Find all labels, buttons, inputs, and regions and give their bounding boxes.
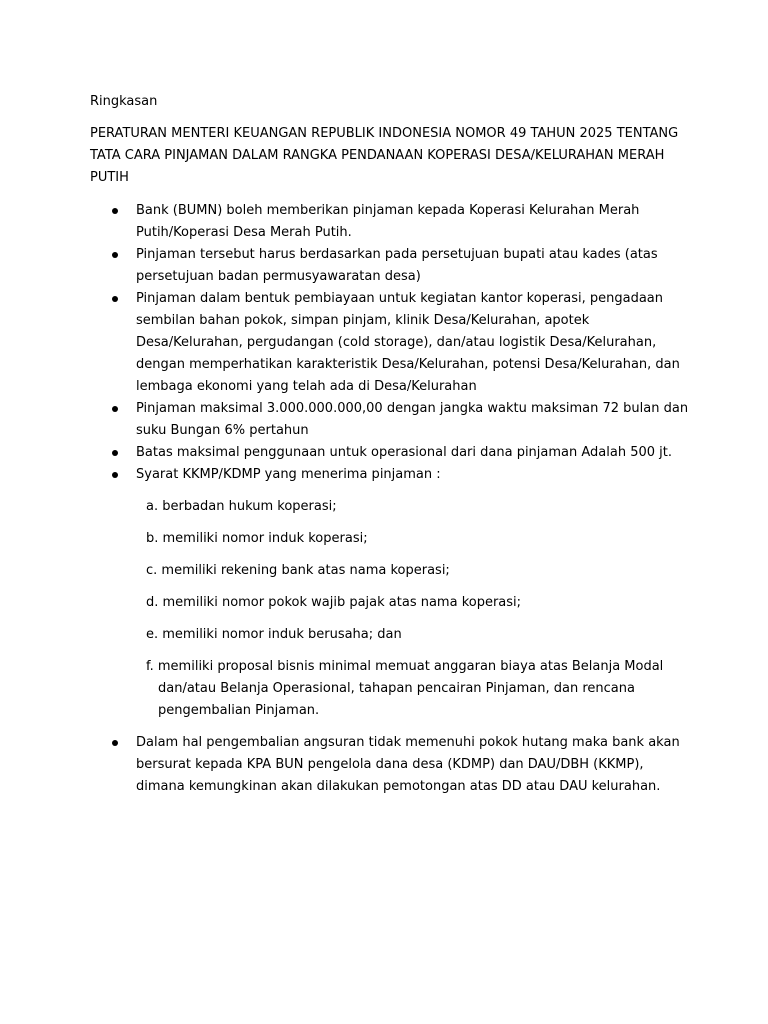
document-body — [90, 91, 690, 798]
summary-bullet-item — [90, 200, 690, 244]
requirement-item: e. memiliki nomor induk berusaha; dan — [146, 627, 402, 642]
requirement-item: c. memiliki rekening bank atas nama koperasi; — [146, 563, 450, 578]
bullet-dot-icon — [112, 450, 118, 456]
closing-bullet-list — [90, 732, 690, 798]
bullet-dot-icon — [112, 208, 118, 214]
bullet-text: Pinjaman maksimal 3.000.000.000,00 dengan jangka waktu maksiman 72 bulan dan suku Bungan 6% pertahun — [136, 401, 689, 438]
bullet-dot-icon — [112, 740, 118, 746]
bullet-dot-icon — [112, 406, 118, 412]
bullet-text: Pinjaman dalam bentuk pembiayaan untuk kegiatan kantor koperasi, pengadaan sembilan bahan pokok, simpan pinjam, klinik Desa/Kelurahan, apotek Desa/Kelurahan, pergudangan (cold storage), dan/atau logistik Desa/Kelurahan, dengan memperhatikan karakteristik Desa/Kelurahan, potensi Desa/Kelurahan, dan lembaga ekonomi yang telah ada di Desa/Kelurahan — [136, 291, 680, 394]
requirement-item: f. memiliki proposal bisnis minimal memuat anggaran biaya atas Belanja Modal dan/atau Belanja Operasional, tahapan pencairan Pinjaman, dan rencana pengembalian Pinjaman. — [146, 659, 664, 718]
requirement-item: b. memiliki nomor induk koperasi; — [146, 531, 368, 546]
bullet-dot-icon — [112, 252, 118, 258]
bullet-text: Bank (BUMN) boleh memberikan pinjaman kepada Koperasi Kelurahan Merah Putih/Koperasi Desa Merah Putih. — [136, 203, 640, 240]
bullet-dot-icon — [112, 472, 118, 478]
summary-bullet-item — [90, 288, 690, 398]
summary-bullet-item — [90, 244, 690, 288]
bullet-text: Dalam hal pengembalian angsuran tidak memenuhi pokok hutang maka bank akan bersurat kepada KPA BUN pengelola dana desa (KDMP) dan DAU/DBH (KKMP), dimana kemungkinan akan dilakukan pemotongan atas DD atau DAU kelurahan. — [136, 735, 680, 794]
bullet-text: Syarat KKMP/KDMP yang menerima pinjaman : — [136, 467, 441, 482]
requirement-item: a. berbadan hukum koperasi; — [146, 499, 337, 514]
document-label: Ringkasan — [90, 94, 158, 109]
bullet-text: Batas maksimal penggunaan untuk operasional dari dana pinjaman Adalah 500 jt. — [136, 445, 672, 460]
summary-bullet-list — [90, 200, 690, 486]
document-title: PERATURAN MENTERI KEUANGAN REPUBLIK INDONESIA NOMOR 49 TAHUN 2025 TENTANG TATA CARA PINJAMAN DALAM RANGKA PENDANAAN KOPERASI DESA/KELURAHAN MERAH PUTIH — [90, 126, 679, 185]
summary-bullet-item — [90, 398, 690, 442]
summary-bullet-item — [90, 732, 690, 798]
bullet-dot-icon — [112, 296, 118, 302]
requirements-list — [90, 496, 690, 722]
summary-bullet-item — [90, 464, 690, 486]
requirement-item: d. memiliki nomor pokok wajib pajak atas nama koperasi; — [146, 595, 522, 610]
bullet-text: Pinjaman tersebut harus berdasarkan pada persetujuan bupati atau kades (atas persetujuan badan permusyawaratan desa) — [136, 247, 658, 284]
summary-bullet-item — [90, 442, 690, 464]
